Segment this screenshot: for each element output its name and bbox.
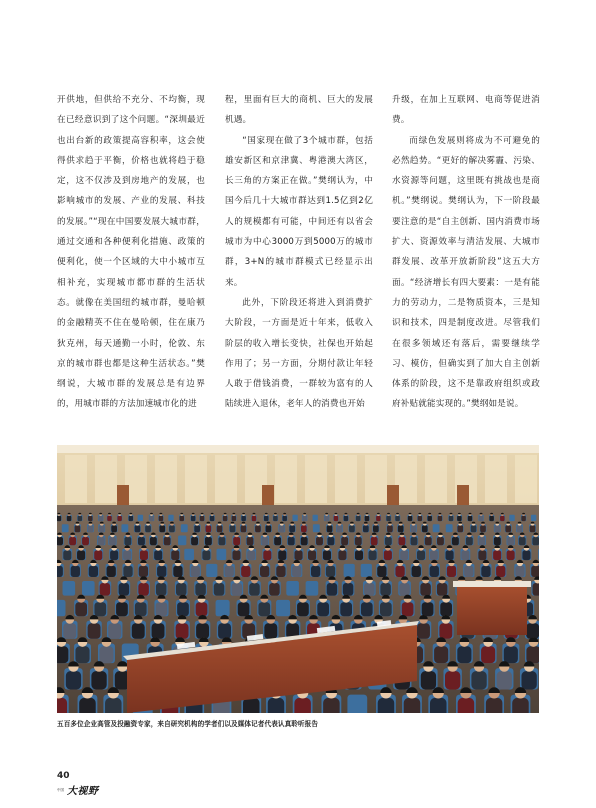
logo-small-text: 中国 [57,787,64,792]
logo-main-text: 大视野 [67,786,99,797]
text-column-2 [225,90,373,415]
paragraph: 此外，下阶段还将进入到消费扩大阶段，一方面是近十年来，低收入阶层的收入增长变快，社保也开始起作用了；另一方面，分期付款让年轻人敢于借钱消费，一群较为富有的人陆续进入退休，老年人的消费也开始 [225,297,373,410]
page-footer [57,771,117,797]
paragraph: “国家现在做了3个城市群，包括雄安新区和京津冀、粤港澳大湾区，长三角的方案正在做。”樊纲认为，中国今后几十大城市群达到1.5亿到2亿人的规模都有可能，中间还有以省会城市为中心3000万到5000万的城市群，3+N的城市群模式已经显示出来。 [225,135,373,288]
paragraph: 开供地，但供给不充分、不均衡，现在已经意识到了这个问题。“深圳最近也出台新的政策提高容积率，这会使得供求趋于平衡，价格也就将趋于稳定，这不仅涉及到房地产的发展，也影响城市的发展、产业的发展、科技的发展。”“现在中国要发展大城市群，通过交通和各种便利化措施、政策的便利化，使一个区域的大中小城市互相补充，实现城市都市群的生活状态。就像在美国纽约城市群，曼哈顿的金融精英不住在曼哈顿，住在康乃狄克州，每天通勤一小时，伦敦、东京的城市群也都是这种生活状态。”樊纲说，大城市群的发展总是有边界的，用城市群的方法加速城市化的进 [57,95,205,410]
photo-caption: 五百多位企业高管及投融资专家，来自研究机构的学者们以及媒体记者代表认真聆听报告 [57,720,319,728]
text-column-1 [57,90,205,415]
paragraph: 程，里面有巨大的商机、巨大的发展机遇。 [225,95,373,126]
conference-audience-photo [57,445,539,713]
magazine-logo [57,782,117,797]
paragraph: 而绿色发展则将成为不可避免的必然趋势。“更好的解决雾霾、污染、水资源等问题，这里既有挑战也是商机。”樊纲说。樊纲认为，下一阶段最要注意的是“自主创新、国内消费市场扩大、资源效率与清洁发展、大城市群发展、改革开放新阶段”这五大方面。“经济增长有四大要素：一是有能力的劳动力，二是物质资本，三是知识和技术，四是制度改进。尽管我们在很多领域还有落后，需要继续学习、模仿，但确实到了加大自主创新体系的阶段，这不是靠政府组织或政府补贴就能实现的。”樊纲如是说。 [392,135,540,410]
page-number: 40 [57,771,70,781]
paragraph: 升级，在加上互联网、电商等促进消费。 [392,95,540,126]
text-column-3 [392,90,540,415]
